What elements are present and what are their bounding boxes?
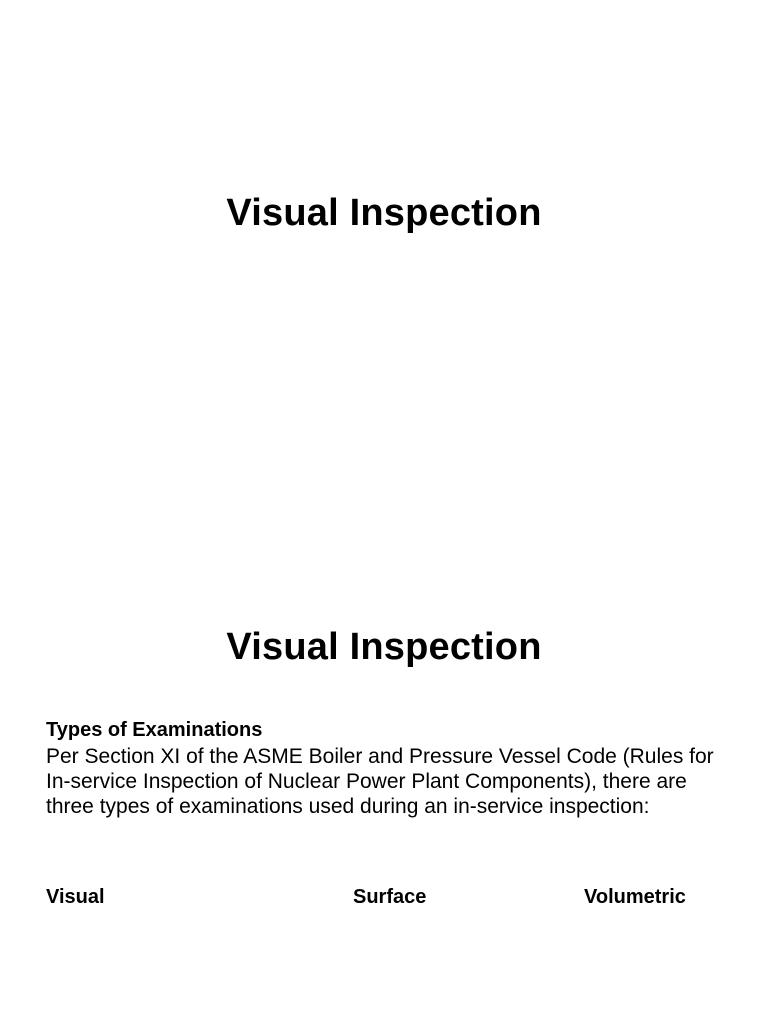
examination-type-volumetric: Volumetric xyxy=(584,886,686,908)
section-heading: Types of Examinations xyxy=(46,719,263,741)
examination-type-surface: Surface xyxy=(353,886,427,908)
content-slide xyxy=(0,512,768,1024)
slide-title: Visual Inspection xyxy=(226,192,542,234)
slide-body xyxy=(46,718,736,819)
examination-types-row xyxy=(0,884,768,910)
slide-title: Visual Inspection xyxy=(226,626,542,668)
examination-type-visual: Visual xyxy=(46,886,105,908)
body-paragraph: Per Section XI of the ASME Boiler and Pressure Vessel Code (Rules for In-service Inspection of Nuclear Power Plant Components), there are three types of examinations used during an in-service inspection: xyxy=(46,745,714,818)
